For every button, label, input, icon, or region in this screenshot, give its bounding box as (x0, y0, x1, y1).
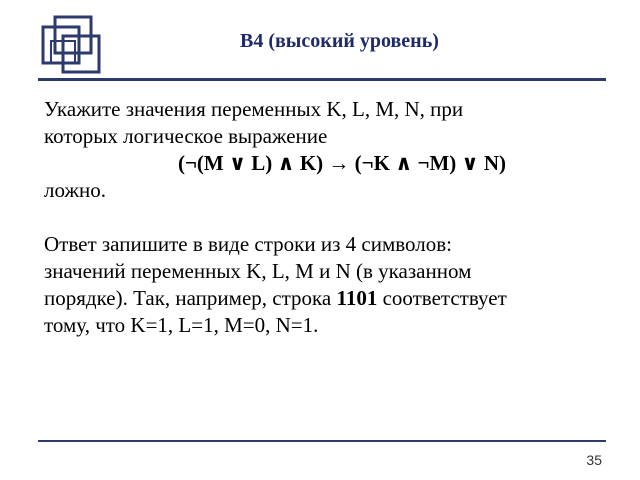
page-number: 35 (586, 452, 602, 468)
overlapping-squares-logo (38, 14, 110, 74)
task-line-2: которых логическое выражение (44, 124, 328, 148)
task-line-1: Укажите значения переменных K, L, M, N, при (44, 97, 464, 121)
bottom-divider (38, 440, 606, 442)
answer-line-3 (44, 285, 614, 312)
top-divider (38, 78, 606, 81)
answer-line-3-start: порядке). Так, например, строка (44, 286, 337, 310)
answer-line-3-end: соответствует (377, 286, 507, 310)
logic-formula: (¬(M ∨ L) ∧ K) → (¬K ∧ ¬M) ∨ N) (177, 151, 507, 175)
example-string: 1101 (336, 286, 378, 310)
task-line-3: ложно. (44, 178, 106, 202)
answer-line-4: тому, что K=1, L=1, M=0, N=1. (44, 313, 319, 337)
task-text (44, 96, 614, 339)
answer-line-2: значений переменных K, L, M и N (в указанном (44, 259, 472, 283)
slide-title: В4 (высокий уровень) (240, 30, 439, 52)
paragraph-gap (44, 204, 614, 231)
answer-line-1: Ответ запишите в виде строки из 4 символов: (44, 232, 452, 256)
